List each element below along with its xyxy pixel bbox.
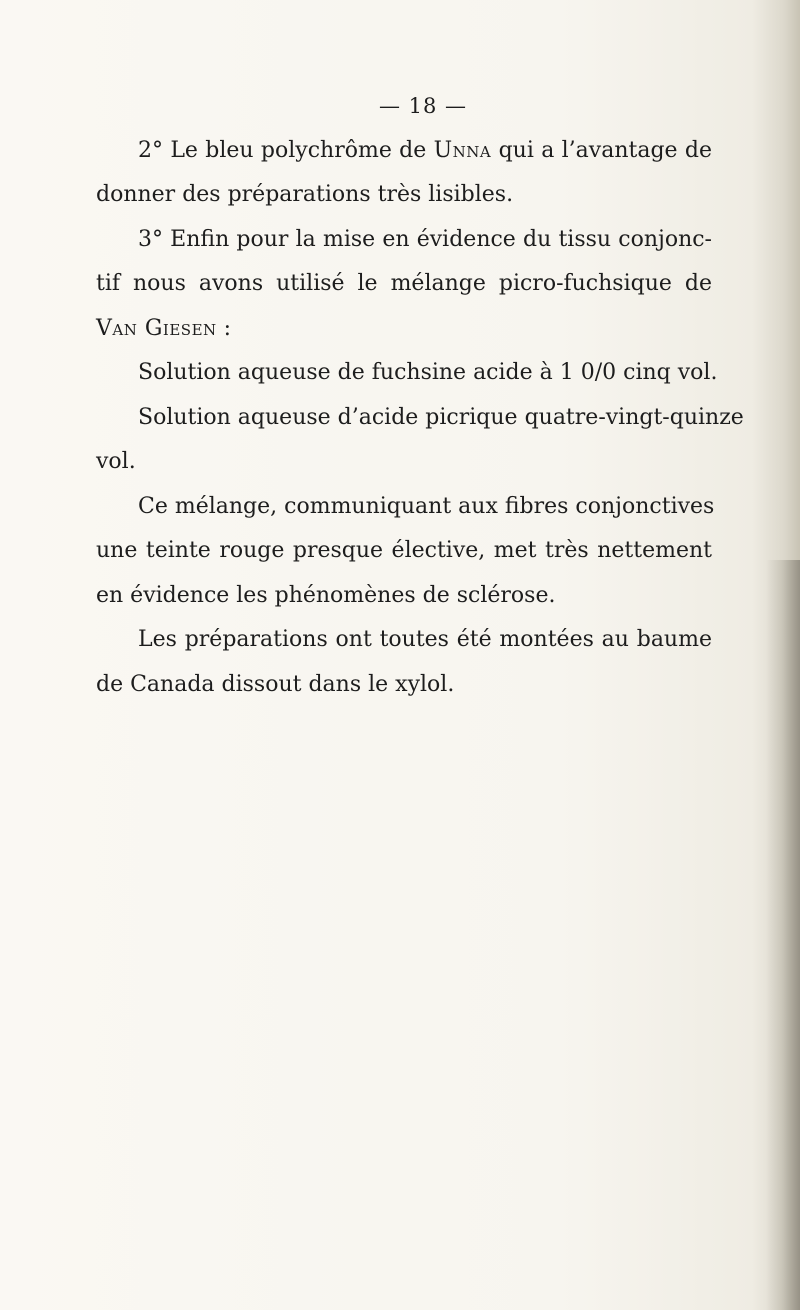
paragraph-1 <box>96 129 712 218</box>
text-line: Ce mélange, communiquant aux fibres conjonctives <box>138 493 715 519</box>
text-line: donner des préparations très lisibles. <box>96 182 514 207</box>
text-line: une teinte rouge presque élective, met très nettement <box>96 538 712 563</box>
text-line: 3° Enfin pour la mise en évidence du tissu conjonc- <box>138 226 712 252</box>
paragraph-3 <box>96 351 718 396</box>
paragraph-5 <box>96 485 715 619</box>
paragraph-6 <box>96 618 712 707</box>
text-line <box>96 307 712 352</box>
text-line: Les préparations ont toutes été montées au baume <box>138 627 712 652</box>
text-line: vol. <box>96 449 136 474</box>
text-body <box>96 84 744 707</box>
text-segment: qui a l’avantage de <box>491 137 712 163</box>
paragraph-2 <box>96 218 712 352</box>
text-line: Solution aqueuse de fuchsine acide à 1 0/0 cinq vol. <box>138 360 718 385</box>
text-segment: 2° Le bleu polychrôme de <box>138 137 434 163</box>
page-number: — 18 — <box>378 94 468 118</box>
page-edge-shadow <box>766 560 800 1310</box>
text-line: Solution aqueuse d’acide picrique quatre-vingt-quinze <box>138 404 744 430</box>
text-line: tif nous avons utilisé le mélange picro-fuchsique de <box>96 271 712 296</box>
text-line <box>96 129 712 174</box>
text-segment: : <box>216 315 232 341</box>
text-line: de Canada dissout dans le xylol. <box>96 671 455 697</box>
author-name-unna: Unna <box>433 137 492 163</box>
author-name-van-giesen: Van Giesen <box>96 315 217 341</box>
paragraph-4 <box>96 396 744 485</box>
text-line: en évidence les phénomènes de sclérose. <box>96 582 556 608</box>
